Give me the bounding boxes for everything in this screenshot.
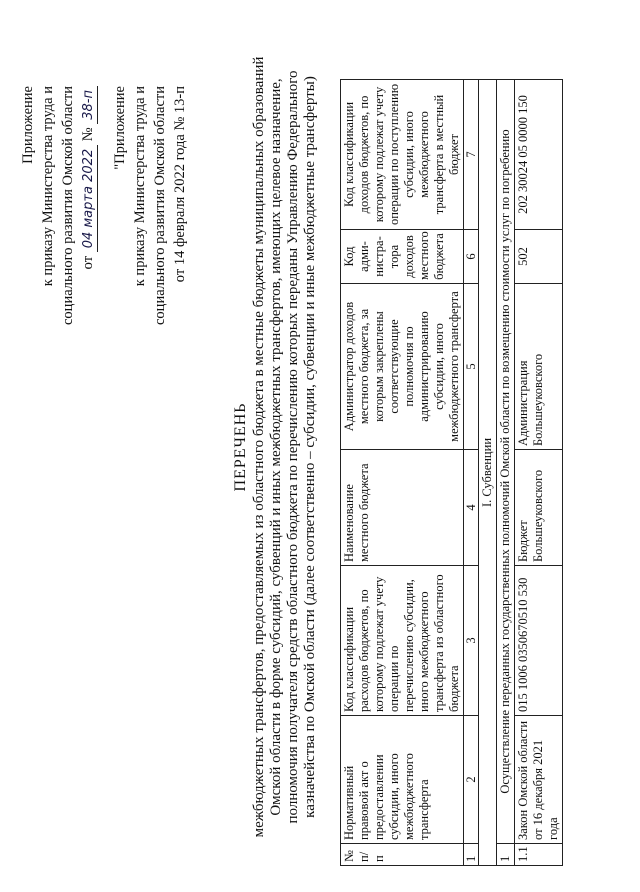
header-expense-code: Код классификации расходов бюджетов, по которому подлежат учету операции по перечислению субсидии, иного межбюджетного трансферта из областного бюджета [341,566,464,716]
column-number: 1 [464,844,479,866]
document-heading [232,42,319,852]
section-row [479,80,497,866]
column-number: 2 [464,716,479,844]
header-income-admin: Администратор доходов местного бюджета, за которым закреплены соответствующие полномочия по администрированию субсидии, иного межбюджетного трансферта [341,284,464,450]
date-prefix: от [80,255,96,270]
appendix-ministry-line: социального развития Омской области [60,86,76,325]
row-income-admin: Администрация Большеуковского [515,284,563,450]
appendix-block [18,86,98,406]
appendix-label: Приложение [20,86,36,164]
document-title: ПЕРЕЧЕНЬ [232,402,249,492]
column-number: 3 [464,566,479,716]
row-number: 1.1 [515,844,563,866]
column-number: 7 [464,80,479,230]
prev-appendix-ministry-line: социального развития Омской области [152,86,168,325]
header-budget-name: Наименование местного бюджета [341,450,464,566]
transfers-table [340,79,563,866]
handwritten-number: 38-п [81,86,98,124]
header-income-code: Код классификации доходов бюджетов, по которому подлежат учету операции по поступлению субсидии, иного межбюджетного трансферта в местный бюджет [341,80,464,230]
group-title: Осуществление переданных государственных полномочий Омской области по возмещению стоимости услуг по погребению [497,80,515,844]
number-sign: № [80,127,96,142]
row-legal-act: Закон Омской области от 16 декабря 2021 года [515,716,563,844]
document-subtitle: межбюджетных трансфертов, предоставляемых из областного бюджета в местные бюджеты муниципальных образований Омской области в форме субсидий, субвенций и иных межбюджетных трансфертов, имеющих целевое назначение, полномочия получателя средств областного бюджета по перечислению которых переданы Управлению Федерального казначейства по Омской области (далее соответственно – субсидии, субвенции и иные межбюджетные трансферты) [251,56,318,838]
row-budget-name: Бюджет Большеуковского [515,450,563,566]
section-title: I. Субвенции [479,80,497,866]
row-admin-code: 502 [515,230,563,284]
appendix-date-line [78,86,98,406]
table-row [515,80,563,866]
column-number: 5 [464,284,479,450]
group-row [497,80,515,866]
header-num: № п/п [341,844,464,866]
row-expense-code: 015 1006 0350670510 530 [515,566,563,716]
header-admin-code: Код адми-нистра-тора доходов местного бюджета [341,230,464,284]
row-income-code: 202 30024 05 0000 150 [515,80,563,230]
column-number: 4 [464,450,479,566]
group-number: 1 [497,844,515,866]
column-number: 6 [464,230,479,284]
table-header-row [341,80,464,866]
prev-appendix-order-line: к приказу Министерства труда и [132,86,148,287]
handwritten-date: 04 марта 2022 [81,145,98,252]
previous-appendix-block [110,86,190,406]
column-numbering-row [464,80,479,866]
prev-appendix-date-line: от 14 февраля 2022 года № 13-п [172,86,188,283]
appendix-order-line: к приказу Министерства труда и [40,86,56,287]
prev-appendix-label: "Приложение [112,86,128,170]
header-legal-act: Нормативный правовой акт о предоставлении субсидии, иного межбюджетного трансферта [341,716,464,844]
